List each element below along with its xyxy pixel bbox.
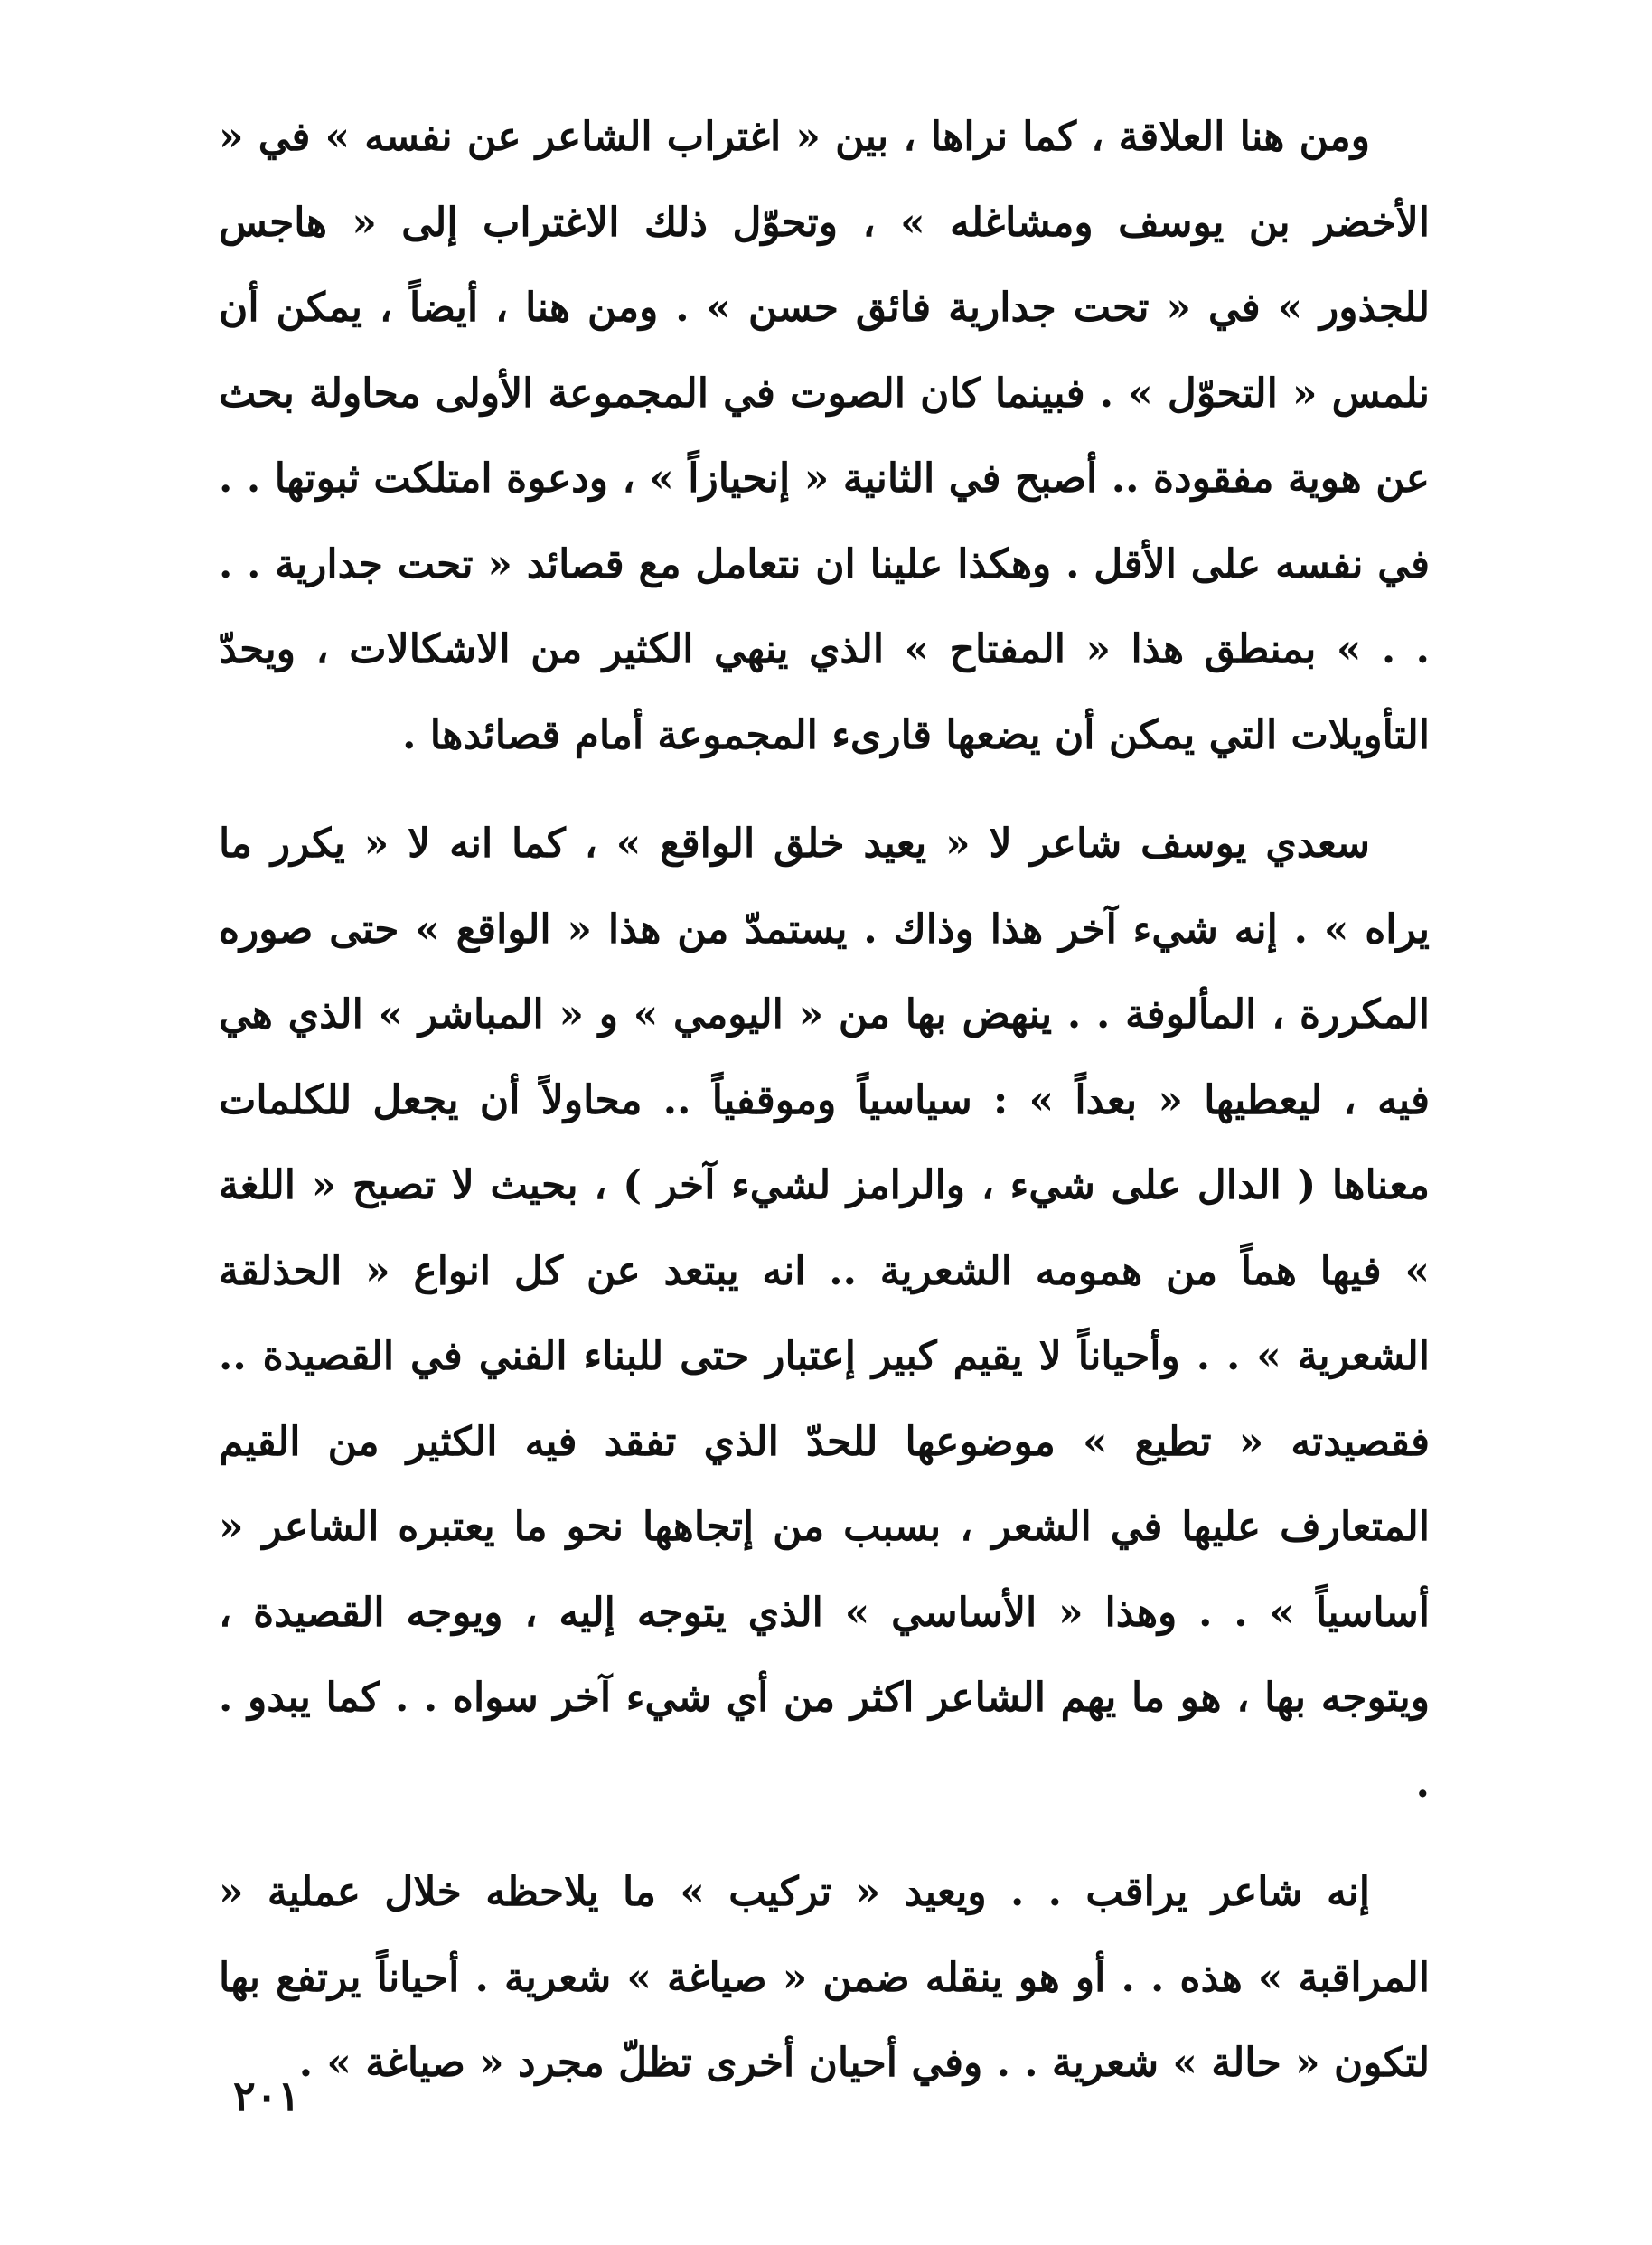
paragraph-2: سعدي يوسف شاعر لا « يعيد خلق الواقع » ، كما انه لا « يكرر ما يراه » . إنه شيء آخر هذا وذاك . يستمدّ من هذا « الواقع » حتى صوره المكررة ، المألوفة . . ينهض بها من « اليومي » و « المباشر » الذي هي فيه ، ليعطيها « بعداً » : سياسياً وموقفياً .. محاولاً أن يجعل للكلمات معناها ( الدال على شيء ، والرامز لشيء آخر ) ، بحيث لا تصبح « اللغة » فيها هماً من همومه الشعرية .. انه يبتعد عن كل انواع « الحذلقة الشعرية » . . وأحياناً لا يقيم كبير إعتبار حتى للبناء الفني في القصيدة .. فقصيدته « تطيع » موضوعها للحدّ الذي تفقد فيه الكثير من القيم المتعارف عليها في الشعر ، بسبب من إتجاهها نحو ما يعتبره الشاعر « أساسياً » . . وهذا « الأساسي » الذي يتوجه إليه ، ويوجه القصيدة ، ويتوجه بها ، هو ما يهم الشاعر اكثر من أي شيء آخر سواه . . كما يبدو . . xyxy=(219,821,1431,1807)
page-number: ٢٠١ xyxy=(233,2071,301,2120)
paragraph-1: ومن هنا العلاقة ، كما نراها ، بين « اغتراب الشاعر عن نفسه » في « الأخضر بن يوسف ومشاغله » ، وتحوّل ذلك الاغتراب إلى « هاجس للجذور » في « تحت جدارية فائق حسن » . ومن هنا ، أيضاً ، يمكن أن نلمس « التحوّل » . فبينما كان الصوت في المجموعة الأولى محاولة بحث عن هوية مفقودة .. أصبح في الثانية « إنحيازاً » ، ودعوة امتلكت ثبوتها . . في نفسه على الأقل . وهكذا علينا ان نتعامل مع قصائد « تحت جدارية . . . . » بمنطق هذا « المفتاح » الذي ينهي الكثير من الاشكالات ، ويحدّ التأويلات التي يمكن أن يضعها قارىء المجموعة أمام قصائدها . xyxy=(219,114,1430,758)
body-text xyxy=(219,95,1430,2107)
paragraph-3: إنه شاعر يراقب . . ويعيد « تركيب » ما يلاحظه خلال عملية « المراقبة » هذه . . أو هو ينقله ضمن « صياغة » شعرية . أحياناً يرتفع بها لتكون « حالة » شعرية . . وفي أحيان أخرى تظلّ مجرد « صياغة » . xyxy=(219,1869,1430,2086)
